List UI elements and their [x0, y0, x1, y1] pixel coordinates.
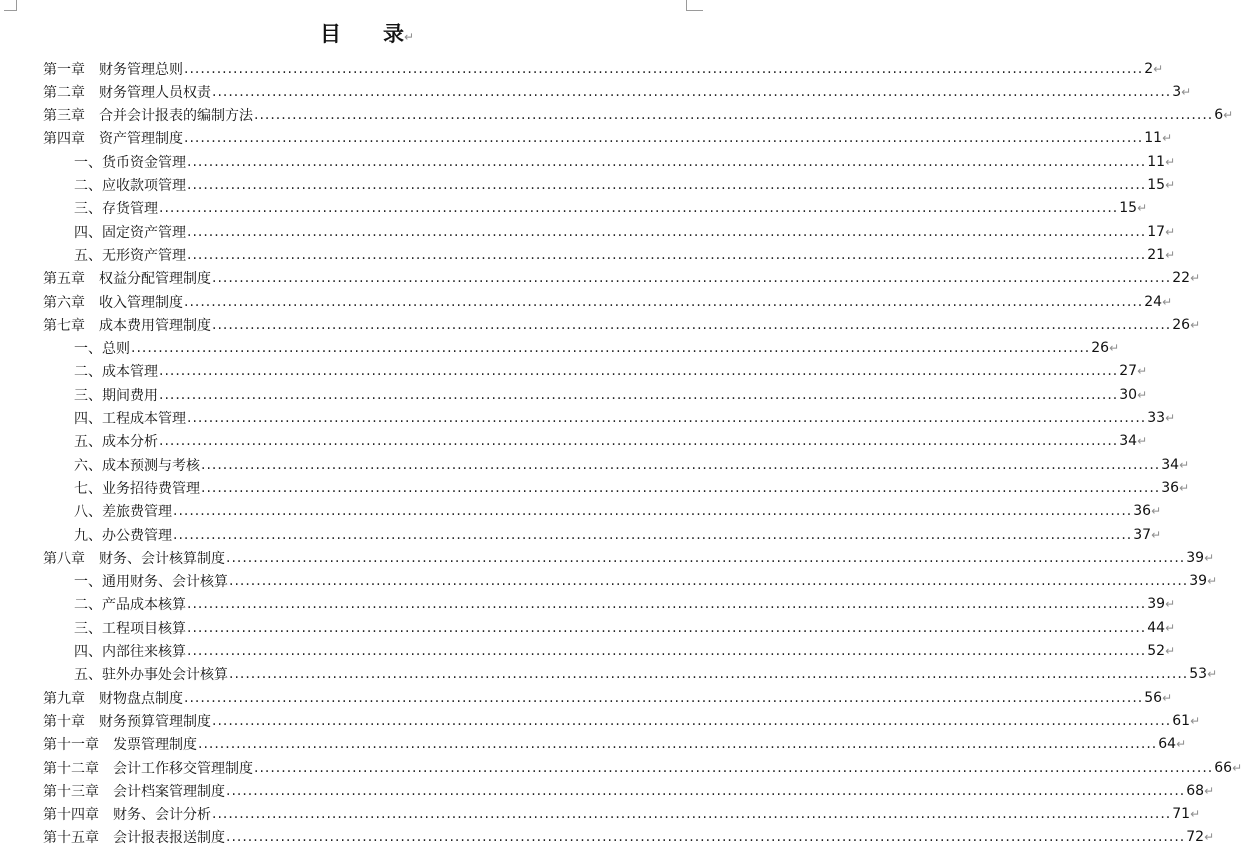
toc-entry-title: 资产管理制度 [99, 131, 183, 148]
paragraph-mark-icon: ↵ [1190, 317, 1201, 332]
toc-entry-title: 权益分配管理制度 [99, 271, 211, 288]
toc-entry-number: 二、 [74, 364, 102, 381]
dot-leader: ................................................................................................................................................................................ [226, 829, 1186, 846]
toc-entry-page-number: 61 [1172, 712, 1191, 729]
toc-entry-page-number: 27 [1119, 363, 1138, 380]
title-char-right: 录 [382, 22, 404, 46]
toc-entry-heading [43, 688, 183, 708]
paragraph-mark-icon: ↵ [1165, 154, 1176, 169]
paragraph-mark-icon: ↵ [1204, 783, 1215, 798]
dot-leader: ................................................................................................................................................................................ [212, 270, 1172, 287]
toc-entry-page-number: 26 [1091, 340, 1110, 357]
paragraph-mark-icon: ↵ [1137, 201, 1148, 216]
paragraph-mark-icon: ↵ [1232, 760, 1243, 775]
dot-leader: ................................................................................................................................................................................ [187, 643, 1147, 659]
toc-entry-number: 九、 [74, 527, 102, 544]
toc-entry-title: 产品成本核算 [102, 597, 186, 614]
paragraph-mark-icon: ↵ [1137, 364, 1148, 379]
toc-entry-number: 第十三章 [43, 783, 99, 800]
toc-entry-heading [43, 105, 253, 125]
dot-leader: ................................................................................................................................................................................ [212, 316, 1172, 333]
paragraph-mark-icon: ↵ [1176, 737, 1187, 752]
toc-entry[interactable] [0, 243, 1176, 266]
dot-leader: ................................................................................................................................................................................ [187, 619, 1147, 636]
page-corner-mark-left [4, 0, 17, 11]
toc-entry[interactable] [0, 430, 1148, 453]
page-corner-mark-right [686, 0, 703, 11]
toc-entry-page-number: 2 [1144, 60, 1154, 77]
dot-leader: ................................................................................................................................................................................ [187, 153, 1147, 170]
toc-entry-number: 二、 [74, 597, 102, 614]
dot-leader: ................................................................................................................................................................................ [173, 503, 1133, 520]
toc-entry-title: 通用财务、会计核算 [102, 574, 228, 591]
toc-entry[interactable] [0, 313, 1201, 336]
toc-entry-heading [43, 128, 183, 148]
toc-entry-title: 驻外办事处会计核算 [102, 667, 228, 684]
toc-entry-title: 财务、会计分析 [113, 807, 211, 824]
dot-leader: ................................................................................................................................................................................ [198, 736, 1158, 753]
toc-entry[interactable] [0, 197, 1148, 220]
paragraph-mark-icon: ↵ [1137, 434, 1148, 449]
dot-leader: ................................................................................................................................................................................ [229, 573, 1189, 590]
dot-leader: ................................................................................................................................................................................ [159, 433, 1119, 450]
toc-entry-number: 第四章 [43, 131, 85, 148]
toc-entry-title: 无形资产管理 [102, 247, 186, 264]
toc-entry[interactable] [0, 150, 1176, 173]
toc-entry-number: 第十五章 [43, 830, 99, 847]
toc-entry-page-number: 39 [1147, 596, 1166, 613]
toc-entry-title: 成本管理 [102, 364, 158, 381]
toc-entry-number: 八、 [74, 504, 102, 521]
toc-entry-page-number: 30 [1119, 386, 1138, 403]
dot-leader: ................................................................................................................................................................................ [159, 200, 1119, 217]
dot-leader: ................................................................................................................................................................................ [187, 596, 1147, 613]
paragraph-mark-icon: ↵ [1137, 387, 1148, 402]
toc-entry-page-number: 11 [1147, 153, 1166, 170]
toc-entry-heading [43, 292, 183, 312]
toc-entry-page-number: 34 [1119, 433, 1138, 450]
toc-entry-number: 第十四章 [43, 807, 99, 824]
toc-entry-number: 五、 [74, 667, 102, 684]
dot-leader: ................................................................................................................................................................................ [254, 759, 1214, 776]
toc-entry-page-number: 34 [1161, 456, 1180, 473]
toc-entry-page-number: 64 [1158, 736, 1177, 753]
toc-entry-page-number: 52 [1147, 643, 1166, 659]
toc-entry-title: 会计工作移交管理制度 [113, 760, 253, 777]
toc-entry-heading [74, 361, 158, 381]
toc-entry-number: 七、 [74, 480, 102, 497]
toc-entry-number: 六、 [74, 457, 102, 474]
toc-entry-page-number: 68 [1186, 782, 1205, 799]
toc-entry-number: 第十章 [43, 713, 85, 730]
toc-entry-number: 第九章 [43, 690, 85, 707]
toc-entry-title: 应收款项管理 [102, 178, 186, 194]
toc-entry-page-number: 22 [1172, 270, 1191, 287]
dot-leader: ................................................................................................................................................................................ [226, 549, 1186, 566]
dot-leader: ................................................................................................................................................................................ [254, 107, 1214, 124]
toc-entry[interactable] [0, 616, 1176, 639]
toc-entry-title: 财务管理总则 [99, 61, 183, 78]
paragraph-mark-icon: ↵ [1204, 550, 1215, 565]
toc-entry[interactable] [0, 523, 1162, 546]
paragraph-mark-icon: ↵ [1165, 224, 1176, 239]
paragraph-mark-icon: ↵ [1162, 294, 1173, 309]
toc-entry-heading [74, 571, 228, 591]
toc-entry-page-number: 3 [1172, 83, 1182, 100]
toc-entry-title: 会计档案管理制度 [113, 783, 225, 800]
paragraph-mark-icon: ↵ [1153, 61, 1164, 76]
dot-leader: ................................................................................................................................................................................ [184, 293, 1144, 310]
toc-entry[interactable] [0, 803, 1201, 826]
toc-entry-heading [43, 548, 225, 568]
paragraph-mark-icon: ↵ [1151, 527, 1162, 542]
toc-entry-page-number: 15 [1119, 200, 1138, 217]
toc-entry-page-number: 39 [1189, 573, 1208, 590]
toc-entry[interactable] [0, 476, 1190, 499]
toc-entry[interactable] [0, 709, 1201, 732]
toc-entry-number: 三、 [74, 387, 102, 404]
toc-entry-title: 成本分析 [102, 434, 158, 451]
toc-entry-number: 第一章 [43, 61, 85, 78]
toc-entry-number: 第五章 [43, 271, 85, 288]
toc-entry[interactable] [0, 686, 1173, 709]
toc-entry-heading [74, 525, 172, 545]
toc-entry[interactable] [0, 570, 1218, 593]
toc-entry[interactable] [0, 80, 1192, 103]
toc-entry-title: 收入管理制度 [99, 294, 183, 311]
toc-entry-heading [43, 711, 211, 731]
dot-leader: ................................................................................................................................................................................ [187, 410, 1147, 426]
toc-entry[interactable] [0, 546, 1215, 569]
paragraph-mark-icon: ↵ [1165, 597, 1176, 612]
paragraph-mark-icon: ↵ [1179, 457, 1190, 472]
paragraph-mark-icon: ↵ [1165, 620, 1176, 635]
dot-leader: ................................................................................................................................................................................ [212, 712, 1172, 729]
toc-entry-number: 四、 [74, 644, 102, 660]
toc-entry-heading [43, 315, 211, 335]
toc-entry-title: 成本费用管理制度 [99, 317, 211, 334]
toc-entry-page-number: 6 [1214, 107, 1224, 124]
toc-entry-title: 发票管理制度 [113, 737, 197, 754]
paragraph-mark-icon: ↵ [1207, 667, 1218, 682]
paragraph-mark-icon: ↵ [1165, 644, 1176, 658]
toc-entry[interactable] [0, 453, 1190, 476]
toc-entry-title: 期间费用 [102, 387, 158, 404]
toc-entry[interactable] [0, 337, 1120, 360]
toc-entry-page-number: 44 [1147, 619, 1166, 636]
dot-leader: ................................................................................................................................................................................ [184, 689, 1144, 706]
toc-entry-number: 第二章 [43, 84, 85, 101]
toc-entry[interactable] [0, 174, 1176, 197]
toc-entry-number: 第八章 [43, 550, 85, 567]
toc-entry[interactable] [0, 663, 1218, 686]
toc-entry-page-number: 71 [1172, 806, 1191, 823]
toc-entry-heading [43, 758, 253, 778]
toc-entry-number: 第六章 [43, 294, 85, 311]
toc-entry-title: 财务、会计核算制度 [99, 550, 225, 567]
paragraph-mark-icon: ↵ [1181, 84, 1192, 99]
toc-entry-heading [43, 59, 183, 79]
toc-entry[interactable] [0, 779, 1215, 802]
toc-entry-number: 二、 [74, 178, 102, 194]
toc-entry[interactable] [0, 826, 1215, 849]
toc-entry[interactable] [0, 756, 1243, 779]
toc-entry-title: 办公费管理 [102, 527, 172, 544]
dot-leader: ................................................................................................................................................................................ [159, 386, 1119, 403]
toc-entry-number: 一、 [74, 574, 102, 591]
dot-leader: ................................................................................................................................................................................ [159, 363, 1119, 380]
paragraph-mark-icon: ↵ [1190, 713, 1201, 728]
toc-entry-title: 工程项目核算 [102, 620, 186, 637]
title-char-left: 目 [319, 22, 341, 46]
toc-entry-page-number: 56 [1144, 689, 1163, 706]
toc-entry-heading [74, 501, 172, 521]
toc-entry-number: 四、 [74, 224, 102, 241]
toc-entry-number: 三、 [74, 201, 102, 218]
toc-entry-heading [74, 152, 186, 172]
toc-entry-number: 一、 [74, 341, 102, 358]
toc-entry[interactable] [0, 733, 1187, 756]
toc-title [0, 19, 734, 52]
toc-entry-number: 第十二章 [43, 760, 99, 777]
dot-leader: ................................................................................................................................................................................ [184, 130, 1144, 147]
toc-entry[interactable] [0, 290, 1173, 313]
paragraph-mark-icon: ↵ [1204, 830, 1215, 845]
toc-entry-page-number: 17 [1147, 223, 1166, 240]
toc-entry-heading [74, 175, 186, 195]
toc-entry-page-number: 37 [1133, 526, 1152, 543]
toc-entry-number: 五、 [74, 247, 102, 264]
toc-entry-heading [74, 455, 200, 475]
toc-entry[interactable] [0, 57, 1164, 80]
paragraph-mark-icon: ↵ [1165, 411, 1176, 425]
toc-entry-page-number: 53 [1189, 666, 1208, 683]
toc-entry-title: 财务预算管理制度 [99, 713, 211, 730]
toc-entry-heading [43, 734, 197, 754]
toc-entry-number: 第十一章 [43, 737, 99, 754]
toc-entry-title: 会计报表报送制度 [113, 830, 225, 847]
dot-leader: ................................................................................................................................................................................ [187, 246, 1147, 263]
toc-entry-number: 四、 [74, 411, 102, 427]
paragraph-mark-icon: ↵ [1162, 690, 1173, 705]
toc-entry-number: 一、 [74, 154, 102, 171]
paragraph-mark-icon: ↵ [1151, 504, 1162, 519]
paragraph-mark-icon: ↵ [1165, 247, 1176, 262]
paragraph-mark-icon: ↵ [1190, 271, 1201, 286]
toc-entry[interactable] [0, 593, 1176, 616]
dot-leader: ................................................................................................................................................................................ [173, 526, 1133, 543]
toc-entry-heading [74, 338, 130, 358]
toc-entry-title: 内部往来核算 [102, 644, 186, 660]
dot-leader: ................................................................................................................................................................................ [187, 177, 1147, 193]
toc-entry-heading [43, 804, 211, 824]
toc-entry-title: 财务管理人员权责 [99, 84, 211, 101]
toc-entry-heading [74, 664, 228, 684]
paragraph-mark-icon: ↵ [1109, 341, 1120, 356]
paragraph-mark-icon: ↵ [1223, 108, 1234, 123]
paragraph-mark-icon: ↵ [403, 30, 415, 44]
dot-leader: ................................................................................................................................................................................ [184, 60, 1144, 77]
toc-entry-page-number: 39 [1186, 549, 1205, 566]
toc-entry-page-number: 24 [1144, 293, 1163, 310]
toc-entry-title: 合并会计报表的编制方法 [99, 108, 253, 125]
paragraph-mark-icon: ↵ [1162, 131, 1173, 146]
dot-leader: ................................................................................................................................................................................ [212, 83, 1172, 100]
dot-leader: ................................................................................................................................................................................ [201, 456, 1161, 473]
toc-entry-page-number: 33 [1147, 410, 1166, 426]
toc-entry-page-number: 15 [1147, 177, 1166, 193]
toc-entry-heading [74, 222, 186, 242]
paragraph-mark-icon: ↵ [1207, 574, 1218, 589]
toc-entry-title: 货币资金管理 [102, 154, 186, 171]
toc-entry[interactable] [0, 127, 1173, 150]
dot-leader: ................................................................................................................................................................................ [229, 666, 1189, 683]
toc-entry-title: 成本预测与考核 [102, 457, 200, 474]
toc-entry-page-number: 36 [1133, 503, 1152, 520]
paragraph-mark-icon: ↵ [1190, 807, 1201, 822]
toc-entry[interactable] [0, 407, 1176, 430]
toc-entry-heading [74, 245, 186, 265]
toc-entry-number: 第七章 [43, 317, 85, 334]
toc-entry-heading [74, 478, 200, 498]
toc-entry-heading [74, 641, 186, 661]
toc-entry-heading [43, 827, 225, 847]
toc-entry[interactable] [0, 383, 1148, 406]
toc-entry-heading [74, 594, 186, 614]
toc-entry-number: 第三章 [43, 108, 85, 125]
toc-entry[interactable] [0, 220, 1176, 243]
toc-entry-title: 存货管理 [102, 201, 158, 218]
toc-entry-heading [43, 82, 211, 102]
toc-entry-title: 工程成本管理 [102, 411, 186, 427]
toc-entry-page-number: 36 [1161, 479, 1180, 496]
toc-entry-heading [74, 198, 158, 218]
toc-entry-heading [74, 431, 158, 451]
paragraph-mark-icon: ↵ [1179, 480, 1190, 495]
toc-entry-page-number: 72 [1186, 829, 1205, 846]
toc-entry-page-number: 66 [1214, 759, 1233, 776]
toc-entry[interactable] [0, 360, 1148, 383]
dot-leader: ................................................................................................................................................................................ [226, 782, 1186, 799]
dot-leader: ................................................................................................................................................................................ [187, 223, 1147, 240]
toc-entry-heading [74, 385, 158, 405]
toc-entry-page-number: 11 [1144, 130, 1163, 147]
dot-leader: ................................................................................................................................................................................ [201, 479, 1161, 496]
toc-entry[interactable] [0, 640, 1176, 663]
toc-entry-page-number: 21 [1147, 246, 1166, 263]
toc-entry-heading [43, 268, 211, 288]
toc-entry[interactable] [0, 500, 1162, 523]
toc-entry-title: 财物盘点制度 [99, 690, 183, 707]
toc-entry-title: 固定资产管理 [102, 224, 186, 241]
toc-entry[interactable] [0, 104, 1234, 127]
dot-leader: ................................................................................................................................................................................ [131, 340, 1091, 357]
dot-leader: ................................................................................................................................................................................ [212, 806, 1172, 823]
toc-entry-heading [74, 618, 186, 638]
toc-entry-title: 差旅费管理 [102, 504, 172, 521]
toc-entry-number: 五、 [74, 434, 102, 451]
toc-entry-title: 总则 [102, 341, 130, 358]
toc-entry-page-number: 26 [1172, 316, 1191, 333]
toc-entry[interactable] [0, 267, 1201, 290]
toc-entry-heading [43, 781, 225, 801]
toc-entry-title: 业务招待费管理 [102, 480, 200, 497]
paragraph-mark-icon: ↵ [1165, 178, 1176, 192]
toc-entry-heading [74, 408, 186, 428]
toc-entry-number: 三、 [74, 620, 102, 637]
